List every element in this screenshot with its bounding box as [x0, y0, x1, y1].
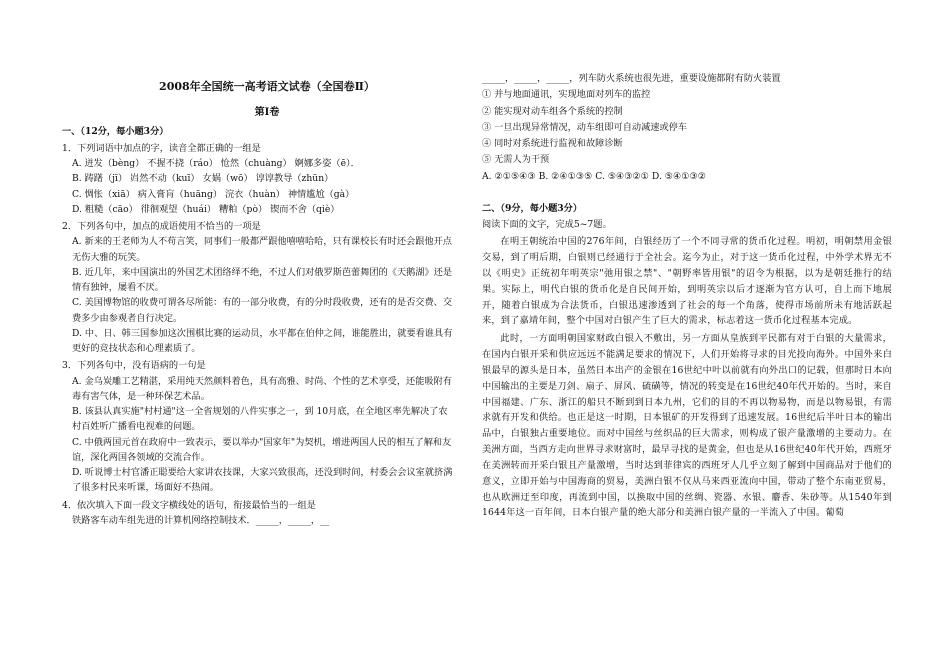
question-1-option-c: C. 惆怅（xiā） 病入膏肓（huāng） 浣衣（huàn） 神情尴尬（gà） [72, 188, 355, 200]
question-2-option-c-cont: 费多少由参观者自行决定。 [72, 312, 183, 324]
spacer [482, 186, 892, 200]
question-2-option-d-cont: 更好的竞技状态和心理素质了。 [72, 343, 201, 355]
section1-heading: 一、（12分，每小题3分） [62, 125, 169, 137]
question-3-option-c: C. 中俄两国元首在政府中一致表示，要以举办"国家年"为契机，增进两国人民的相互了解和友 [72, 436, 452, 448]
exam-title: 2008年全国统一高考语文试卷（全国卷Ⅱ） [159, 80, 375, 93]
question-2-option-b-cont: 情有独钟，屡看不厌。 [72, 282, 164, 294]
question-3-option-a-cont: 毒有害气体，是一种环保艺术品。 [72, 390, 210, 402]
question-3-option-c-cont: 谊，深化两国各领域的交流合作。 [72, 451, 210, 463]
question-3-option-b-cont: 村百姓听广播看电视难的问题。 [72, 421, 201, 433]
sentence-item-2: ② 能实现对动车组各个系统的控制 [482, 105, 623, 117]
sentence-item-5: ⑤ 无需人为干预 [482, 154, 550, 166]
question-2-option-a-cont: 无伤大雅的玩笑。 [72, 251, 146, 263]
question-2-stem: 2．下列各句中，加点的成语使用不恰当的一项是 [62, 221, 261, 233]
question-2-option-b: B. 近几年，来中国演出的外国艺术团络绎不绝，不过人们对俄罗斯芭蕾舞团的《天鹅湖》还是 [72, 266, 453, 278]
reading-paragraph-1: 在明王朝统治中国的276年间，白银经历了一个不同寻常的货币化过程。明初，明朝禁用金银交易，到了明后期，白银则已经通行于全社会。迄今为止，对于这一货币化过程，中外学术界无不以《明史》正统初年明英宗"弛用银之禁"、"朝野率皆用银"的诏令为根据，以为是朝廷推行的结果。实际上，明代白银的货币化是自民间开始，到明英宗以后才逐渐为官方认可，自上而下地展开，随着白银成为合法货币，白银迅速渗透到了社会的每一个角落，使得市场前所未有地活跃起来，到了嘉靖年间，整个中国对白银产生了巨大的需求，标志着这一货币化过程基本完成。 [482, 236, 892, 327]
question-4-continuation: _____，_____，_____，列车防火系统也很先进，重要设施都附有防火装置 [482, 73, 781, 84]
question-1-option-d: D. 粗糙（cāo） 徘徊观望（huái） 糟粕（pò） 锲而不舍（qiè） [72, 203, 340, 215]
sentence-item-1: ① 并与地面通讯，实现地面对列车的监控 [482, 89, 651, 101]
reading-instruction: 阅读下面的文字，完成5~7题。 [482, 219, 612, 230]
question-4-text: 铁路客车动车组先进的计算机网络控制技术．_____，_____，__ [72, 514, 330, 526]
question-2-option-a: A. 新来的王老师为人不苟言笑，同事们一般都严跟他嘻嘻哈哈，只有课校长有时还会跟他开点 [72, 236, 452, 248]
question-2-option-c: C. 美国博物馆的收费可谓各尽所能：有的一部分收费，有的分时段收费，还有的是否交费、交 [72, 297, 453, 309]
question-1-option-a: A. 迸发（bèng） 不握不挠（ráo） 怆然（chuàng） 婀娜多姿（ē）． [72, 158, 360, 170]
question-3-stem: 3．下列各句中，没有语病的一句是 [62, 360, 206, 372]
right-column [482, 0, 892, 523]
question-1-option-b: B. 踌躇（jī） 岿然不动（kuī） 女娲（wō） 谆谆教导（zhūn） [72, 173, 334, 185]
part-title: 第Ⅰ卷 [254, 107, 280, 119]
question-3-option-a: A. 金乌炭雕工艺精湛，采用纯天然颜料着色，具有高雅、时尚、个性的艺术享受，还能吸附有 [72, 375, 452, 387]
question-3-option-b: B. 该县认真实施"村村通"这一全省规划的八件实事之一，到 10月底，在全地区率先解决了农 [72, 406, 448, 418]
section2-heading: 二、（9分，每小题3分） [482, 202, 583, 214]
sentence-item-3: ③ 一旦出现异常情况，动车组即可自动减速或停车 [482, 121, 688, 133]
question-2-option-d: D. 中、日、韩三国参加这次围棋比赛的运动员，水平都在伯仲之间，谁能胜出，就要看谁具有 [72, 327, 453, 339]
question-3-option-d-cont: 了很多村民来听课，场面好不热闹。 [72, 482, 219, 494]
question-1-stem: 1．下列词语中加点的字，读音全都正确的一组是 [62, 142, 261, 154]
sentence-item-4: ④ 同时对系统进行监视和故障诊断 [482, 138, 623, 149]
question-3-option-d: D. 听说博士村官潘正聪要给大家讲农技课，大家兴致很高，还没到时间，村委会会议室就挤满 [72, 467, 453, 479]
left-column [62, 0, 472, 529]
reading-paragraph-2: 此时，一方面明朝国家财政白银入不敷出，另一方面从皇族到平民都有对于白银的大量需求，在国内白银开采和供应远远不能满足要求的情况下，人们开始将寻求的目光投向海外。中国外来白银最早的源头是日本，虽然日本出产的金银在16世纪中叶以前就有向外出口的记载，但那时日本向中国输出的主要是刀剑、扇子、屏风、硫磺等，情况的转变是在16世纪40年代开始的。当时，来自中国福建、广东、浙江的船只不断到到日本九州，它们的目的不再以物易物，而是以物易银，有需求就有开发和供给。也正是这一时期，日本银矿的开发得到了迅速发展。16世纪后半叶日本的输出品中，白银独占重要地位。而对中国丝与丝织品的巨大需求，则构成了银产量激增的主要动力。在美洲方面，当西方走向世界寻求财富时，最早寻找的是黄金，但也是从16世纪40年代开始，西班牙在美洲转而开采白银且产量激增，当时达到菲律宾的西班牙人几乎立刻了解到中国商品对于他们的意义，立即开始与中国海商的贸易，美洲白银不仅从马来西亚流向中国，带动了整个东南亚贸易，也从欧洲迂至印度，再流到中国，以换取中国的丝绸、瓷器、水银、麝香、朱砂等。从1540年到1644年这一百年间，日本白银产量的绝大部分和美洲白银产量的一半流入了中国。葡萄 [482, 333, 892, 519]
question-4-stem: 4．依次填入下面一段文字横线处的语句，衔接最恰当的一组是 [62, 499, 316, 511]
question-4-answers: A. ②①⑤④③ B. ②④①③⑤ C. ⑤④③②① D. ⑤④①③② [482, 170, 706, 182]
